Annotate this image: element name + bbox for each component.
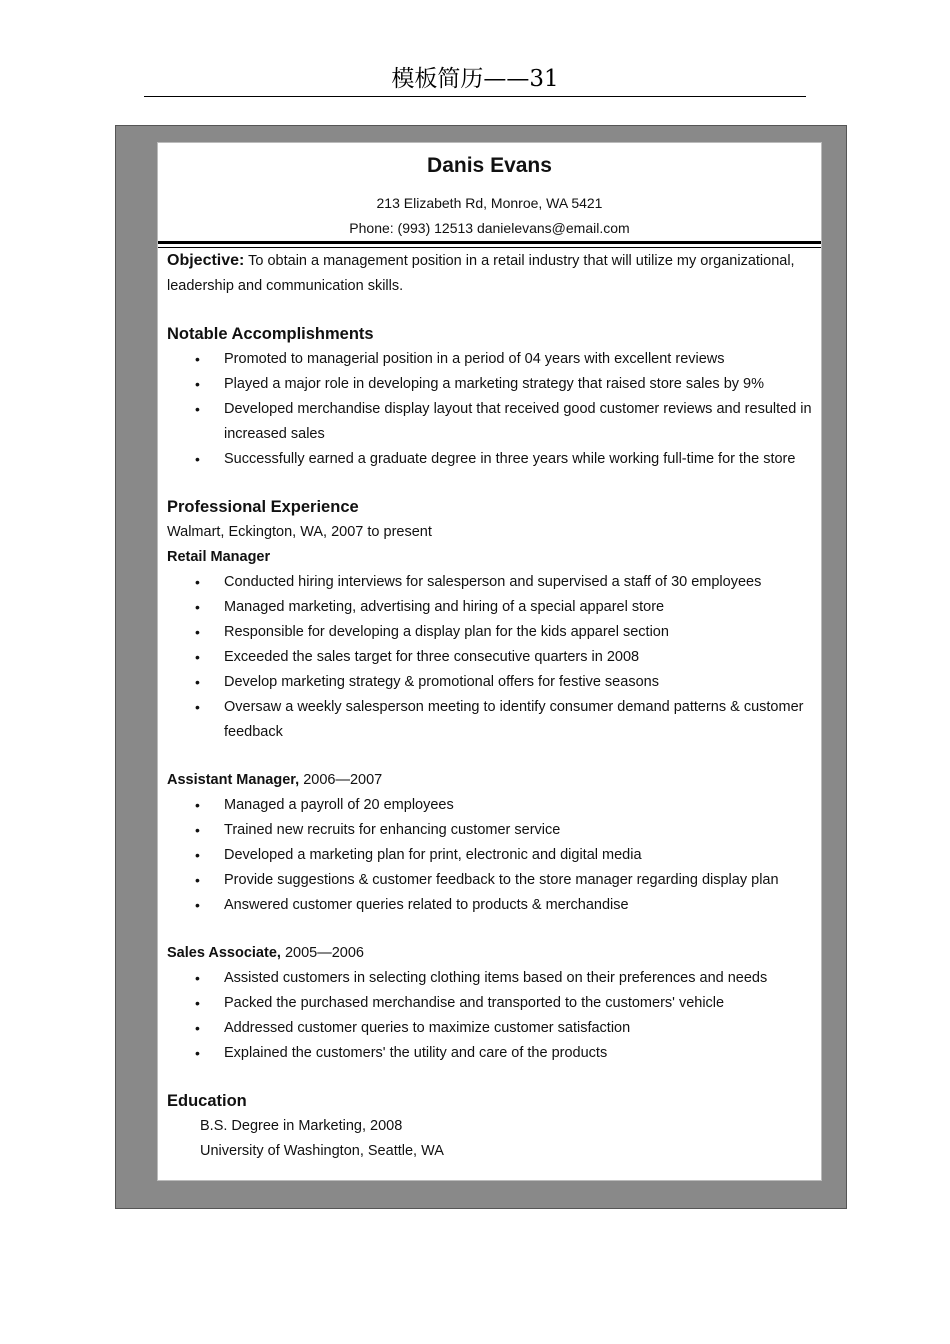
list-item: • Oversaw a weekly salesperson meeting to identify consumer demand patterns & customer feedback (167, 695, 815, 745)
resume-body (167, 248, 815, 1164)
bullet-icon: • (195, 624, 200, 640)
bullet-icon: • (195, 1020, 200, 1036)
employer-line: Walmart, Eckington, WA, 2007 to present (167, 524, 432, 540)
list-item: • Packed the purchased merchandise and transported to the customers' vehicle (167, 991, 815, 1016)
candidate-name: Danis Evans (427, 154, 552, 177)
bullet-icon: • (195, 599, 200, 615)
list-item: • Answered customer queries related to products & merchandise (167, 893, 815, 918)
list-item: • Exceeded the sales target for three consecutive quarters in 2008 (167, 645, 815, 670)
accomplishments-heading: Notable Accomplishments (167, 325, 374, 343)
list-item: • Explained the customers' the utility and care of the products (167, 1041, 815, 1066)
role-title: Sales Associate, (167, 945, 281, 961)
bullet-icon: • (195, 699, 200, 715)
accomplishments-list (167, 347, 815, 472)
list-item: • Managed marketing, advertising and hiring of a special apparel store (167, 595, 815, 620)
bullet-icon: • (195, 897, 200, 913)
resume-sheet (157, 142, 822, 1181)
list-item: • Trained new recruits for enhancing customer service (167, 818, 815, 843)
role-duties-list (167, 966, 815, 1066)
bullet-icon: • (195, 674, 200, 690)
header-divider (158, 241, 821, 248)
role-title: Assistant Manager, (167, 772, 300, 788)
bullet-icon: • (195, 822, 200, 838)
bullet-icon: • (195, 574, 200, 590)
bullet-icon: • (195, 970, 200, 986)
role-dates: 2005—2006 (280, 945, 364, 961)
list-item: • Promoted to managerial position in a period of 04 years with excellent reviews (167, 347, 815, 372)
bullet-icon: • (195, 872, 200, 888)
list-item: • Played a major role in developing a marketing strategy that raised store sales by 9% (167, 372, 815, 397)
document-title: 模板简历——31 (144, 62, 806, 97)
degree-line: B.S. Degree in Marketing, 2008 (200, 1118, 403, 1134)
list-item: • Addressed customer queries to maximize customer satisfaction (167, 1016, 815, 1041)
role-dates: 2006—2007 (299, 772, 383, 788)
list-item: • Developed merchandise display layout that received good customer reviews and resulted in increased sales (167, 397, 815, 447)
bullet-icon: • (195, 376, 200, 392)
role-title: Retail Manager (167, 549, 271, 565)
address-line: 213 Elizabeth Rd, Monroe, WA 5421 (376, 195, 603, 211)
role-duties-list (167, 570, 815, 745)
bullet-icon: • (195, 401, 200, 417)
bullet-icon: • (195, 995, 200, 1011)
bullet-icon: • (195, 1045, 200, 1061)
role-duties-list (167, 793, 815, 918)
objective-label: Objective: (167, 252, 245, 269)
education-heading: Education (167, 1092, 247, 1110)
list-item: • Provide suggestions & customer feedback to the store manager regarding display plan (167, 868, 815, 893)
list-item: • Managed a payroll of 20 employees (167, 793, 815, 818)
objective-paragraph (167, 248, 815, 299)
list-item: • Developed a marketing plan for print, electronic and digital media (167, 843, 815, 868)
contact-line: Phone: (993) 12513 danielevans@email.com (349, 220, 630, 236)
list-item: • Successfully earned a graduate degree in three years while working full-time for the store (167, 447, 815, 472)
role-line (167, 545, 815, 570)
role-line (167, 768, 815, 793)
bullet-icon: • (195, 797, 200, 813)
school-line: University of Washington, Seattle, WA (200, 1143, 444, 1159)
list-item: • Responsible for developing a display plan for the kids apparel section (167, 620, 815, 645)
bullet-icon: • (195, 649, 200, 665)
bullet-icon: • (195, 847, 200, 863)
bullet-icon: • (195, 451, 200, 467)
bullet-icon: • (195, 351, 200, 367)
role-line (167, 941, 815, 966)
list-item: • Develop marketing strategy & promotional offers for festive seasons (167, 670, 815, 695)
objective-text: To obtain a management position in a retail industry that will utilize my organizational, leadership and communication skills. (167, 253, 795, 294)
list-item: • Conducted hiring interviews for salesperson and supervised a staff of 30 employees (167, 570, 815, 595)
experience-heading: Professional Experience (167, 498, 359, 516)
list-item: • Assisted customers in selecting clothing items based on their preferences and needs (167, 966, 815, 991)
